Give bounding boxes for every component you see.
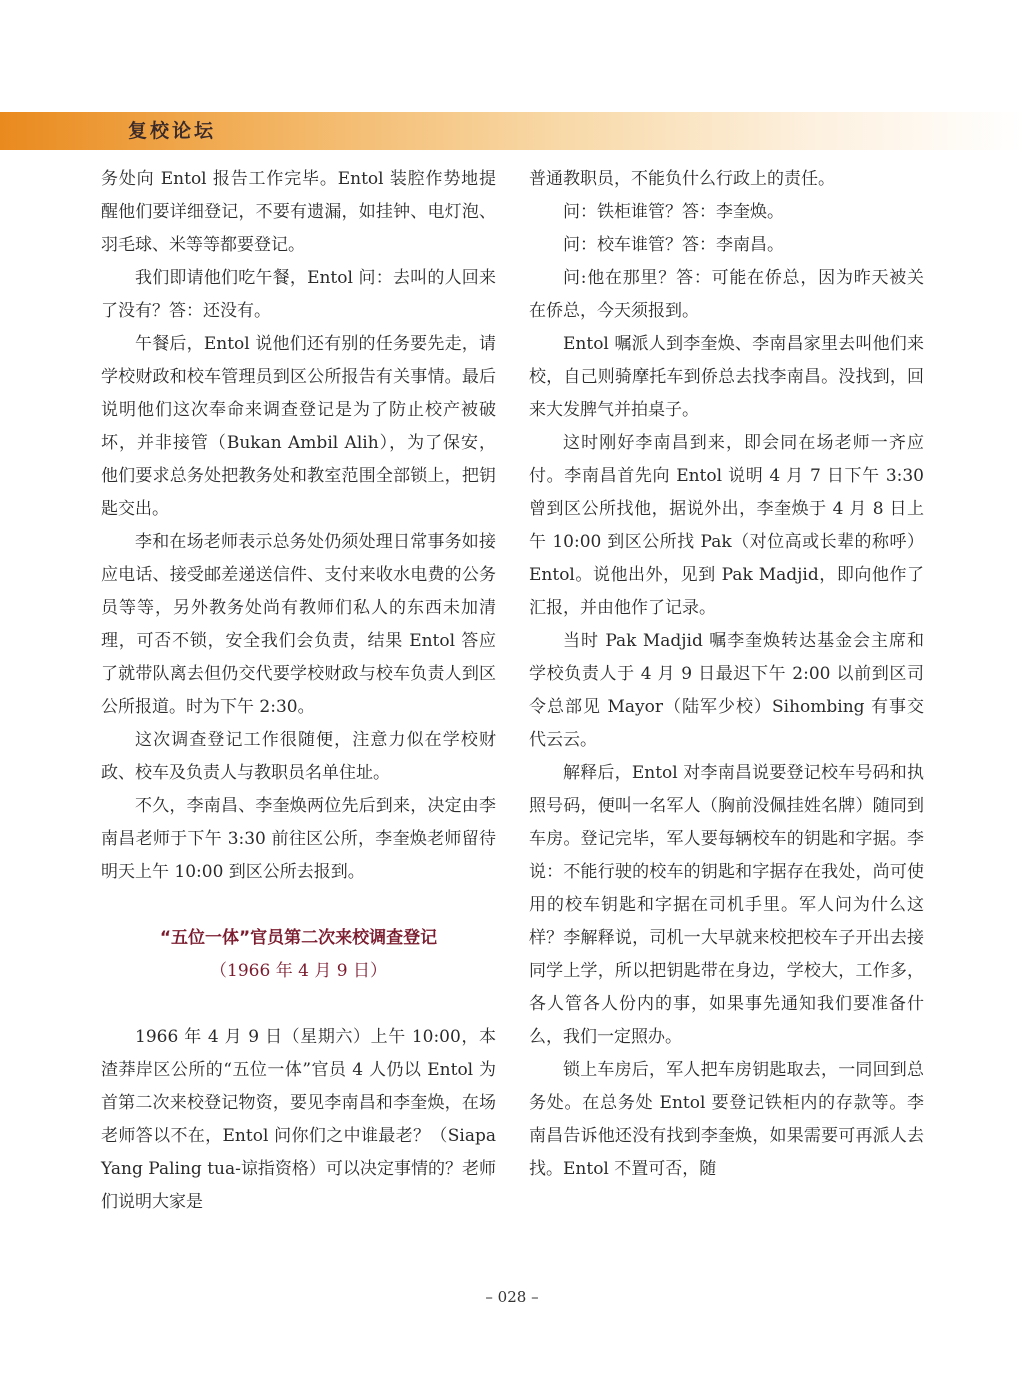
paragraph: 解释后，Entol 对李南昌说要登记校车号码和执照号码，便叫一名军人（胸前没佩挂姓名牌）随同到车房。登记完毕，军人要每辆校车的钥匙和字据。李说：不能行驶的校车的钥匙和字据存在我处，尚可使用的校车钥匙和字据在司机手里。军人问为什么这样？李解释说，司机一大早就来校把校车子开出去接同学上学，所以把钥匙带在身边，学校大，工作多，各人管各人份内的事，如果事先通知我们要准备什么，我们一定照办。: [529, 763, 924, 1047]
paragraph: 问:他在那里？答：可能在侨总，因为昨天被关在侨总，今天须报到。: [529, 268, 924, 321]
paragraph: 锁上车房后，军人把车房钥匙取去，一同回到总务处。在总务处 Entol 要登记铁柜内的存款等。李南昌告诉他还没有找到李奎焕，如果需要可再派人去找。Entol 不置可否，随: [529, 1060, 924, 1179]
left-column: [101, 163, 496, 1219]
paragraph: 李和在场老师表示总务处仍须处理日常事务如接应电话、接受邮差递送信件、支付来收水电费的公务员等等，另外教务处尚有教师们私人的东西未加清理，可否不锁，安全我们会负责，结果 Entol 答应了就带队离去但仍交代要学校财政与校车负责人到区公所报道。时为下午 2:30。: [101, 532, 496, 717]
right-column: [529, 163, 924, 1186]
section-date: （1966 年 4 月 9 日）: [210, 961, 387, 981]
paragraph: 务处向 Entol 报告工作完毕。Entol 装腔作势地提醒他们要详细登记，不要有遗漏，如挂钟、电灯泡、羽毛球、米等等都要登记。: [101, 169, 496, 255]
section-title: 复校论坛: [128, 120, 217, 142]
paragraph: 午餐后，Entol 说他们还有别的任务要先走，请学校财政和校车管理员到区公所报告有关事情。最后说明他们这次奉命来调查登记是为了防止校产被破坏，并非接管（Bukan Ambil Alih），为了保安，他们要求总务处把教务处和教室范围全部锁上，把钥匙交出。: [101, 334, 496, 519]
section-heading: “五位一体”官员第二次来校调查登记: [159, 928, 438, 948]
paragraph: Entol 嘱派人到李奎焕、李南昌家里去叫他们来校，自己则骑摩托车到侨总去找李南昌。没找到，回来大发脾气并拍桌子。: [529, 334, 924, 420]
page-number: – 028 –: [485, 1288, 539, 1306]
paragraph: 普通教职员，不能负什么行政上的责任。: [529, 169, 835, 189]
paragraph: 这次调查登记工作很随便，注意力似在学校财政、校车及负责人与教职员名单住址。: [101, 730, 496, 783]
paragraph: 这时刚好李南昌到来，即会同在场老师一齐应付。李南昌首先向 Entol 说明 4 月 7 日下午 3:30 曾到区公所找他，据说外出，李奎焕于 4 月 8 日上午 10:00 到区公所找 Pak（对位高或长辈的称呼）Entol。说他出外，见到 Pak Madjid，即向他作了汇报，并由他作了记录。: [529, 433, 924, 618]
paragraph: 不久，李南昌、李奎焕两位先后到来，决定由李南昌老师于下午 3:30 前往区公所，李奎焕老师留待明天上午 10:00 到区公所去报到。: [101, 796, 496, 882]
paragraph: 1966 年 4 月 9 日（星期六）上午 10:00，本渣莽岸区公所的“五位一体”官员 4 人仍以 Entol 为首第二次来校登记物资，要见李南昌和李奎焕，在场老师答以不在，Entol 问你们之中谁最老？（Siapa Yang Paling tua-谅指资格）可以决定事情的？老师们说明大家是: [101, 1027, 496, 1212]
paragraph: 我们即请他们吃午餐，Entol 问：去叫的人回来了没有？答：还没有。: [101, 268, 496, 321]
paragraph: 当时 Pak Madjid 嘱李奎焕转达基金会主席和学校负责人于 4 月 9 日最迟下午 2:00 以前到区司令总部见 Mayor（陆军少校）Sihombing 有事交代云云。: [529, 631, 924, 750]
paragraph: 问：校车谁管？答：李南昌。: [563, 235, 784, 255]
paragraph: 问：铁柜谁管？答：李奎焕。: [563, 202, 784, 222]
